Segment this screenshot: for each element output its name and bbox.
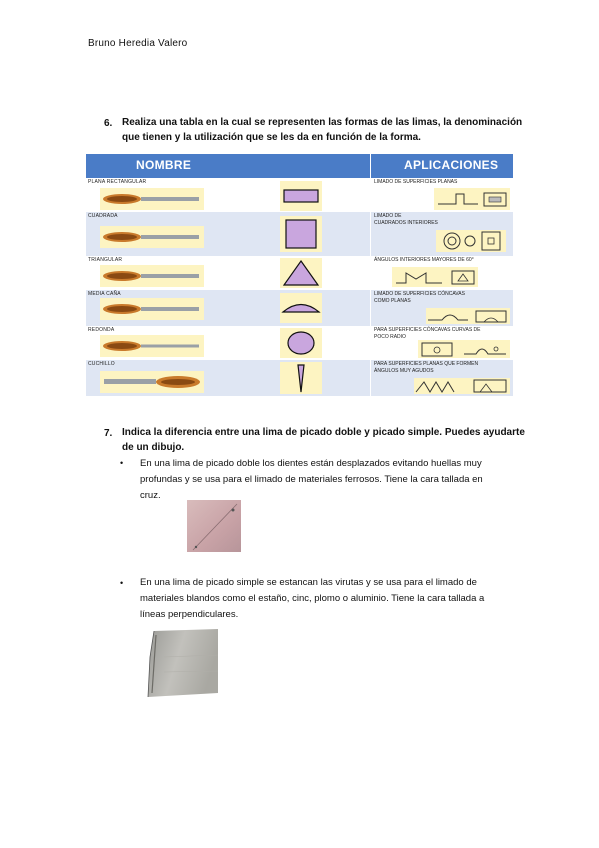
- table-row: [86, 326, 513, 360]
- acute-angle-diagram: [414, 378, 510, 394]
- author-name: Bruno Heredia Valero: [88, 38, 188, 49]
- rectangle-icon: [280, 181, 322, 211]
- flat-file-image: [100, 188, 204, 210]
- question-7-line-2: de un dibujo.: [122, 442, 185, 453]
- header-aplicaciones: APLICACIONES: [404, 158, 499, 172]
- circle-icon: [280, 328, 322, 358]
- row-name: CUADRADA: [88, 213, 118, 219]
- bullet-icon: •: [120, 458, 124, 468]
- table-row: [86, 290, 513, 326]
- question-7-number: 7.: [104, 428, 113, 439]
- half-round-file-image: [100, 298, 204, 320]
- flat-surface-diagram: [434, 188, 510, 210]
- triangular-file-image: [100, 265, 204, 287]
- single-cut-file-photo: [144, 627, 218, 699]
- double-cut-file-photo: [187, 500, 241, 552]
- table-row: [86, 256, 513, 290]
- round-file-image: [100, 335, 204, 357]
- bullet-1-line-3: cruz.: [140, 490, 161, 501]
- half-round-icon: [280, 293, 322, 323]
- row-name: CUCHILLO: [88, 361, 115, 367]
- question-6-line-1: Realiza una tabla en la cual se representen las formas de las limas, la denominación: [122, 117, 523, 128]
- header-nombre: NOMBRE: [136, 158, 192, 172]
- row-name: PLANA RECTANGULAR: [88, 179, 147, 185]
- table-row: [86, 360, 513, 396]
- bullet-1-line-2: profundas y se usa para el limado de materiales ferrosos. Tiene la cara tallada en: [140, 474, 483, 485]
- row-application: LIMADO DE CUADRADOS INTERIORES: [374, 213, 438, 226]
- table-row: [86, 212, 513, 256]
- file-shapes-table: [86, 154, 513, 396]
- bullet-2-line-1: En una lima de picado simple se estancan las virutas y se usa para el limado de: [140, 577, 477, 588]
- square-file-image: [100, 226, 204, 248]
- row-application: PARA SUPERFICIES CÓNCAVAS CURVAS DE POCO RADIO: [374, 327, 481, 340]
- question-7-line-1: Indica la diferencia entre una lima de picado doble y picado simple. Puedes ayudarte: [122, 427, 525, 438]
- row-application: ÁNGULOS INTERIORES MAYORES DE 60°: [374, 257, 474, 263]
- curved-surface-diagram: [418, 340, 510, 358]
- row-name: REDONDA: [88, 327, 115, 333]
- row-application: LIMADO DE SUPERFICIES CÓNCAVAS COMO PLANAS: [374, 291, 465, 304]
- square-icon: [280, 216, 322, 252]
- concave-surface-diagram: [426, 308, 510, 324]
- row-application: LIMADO DE SUPERFICIES PLANAS: [374, 179, 458, 185]
- square-interior-diagram: [436, 230, 506, 252]
- bullet-1-line-1: En una lima de picado doble los dientes están desplazados evitando huellas muy: [140, 458, 482, 469]
- row-application: PARA SUPERFICIES PLANAS QUE FORMEN ÁNGULOS MUY AGUDOS: [374, 361, 479, 374]
- question-6-line-2: que tienen y la utilización que se les da en función de la forma.: [122, 132, 421, 143]
- table-row: [86, 178, 513, 212]
- knife-file-image: [100, 371, 204, 393]
- triangle-icon: [280, 258, 322, 288]
- bullet-2-line-2: materiales blandos como el estaño, cinc, plomo o aluminio. Tiene la cara tallada a: [140, 593, 485, 604]
- question-6-number: 6.: [104, 118, 113, 129]
- bullet-icon: •: [120, 578, 124, 588]
- table-header: [86, 154, 513, 178]
- knife-icon: [280, 362, 322, 394]
- triangular-angle-diagram: [392, 267, 478, 287]
- bullet-2-line-3: líneas perpendiculares.: [140, 609, 239, 620]
- row-name: MEDIA CAÑA: [88, 291, 121, 297]
- row-name: TRIANGULAR: [88, 257, 123, 263]
